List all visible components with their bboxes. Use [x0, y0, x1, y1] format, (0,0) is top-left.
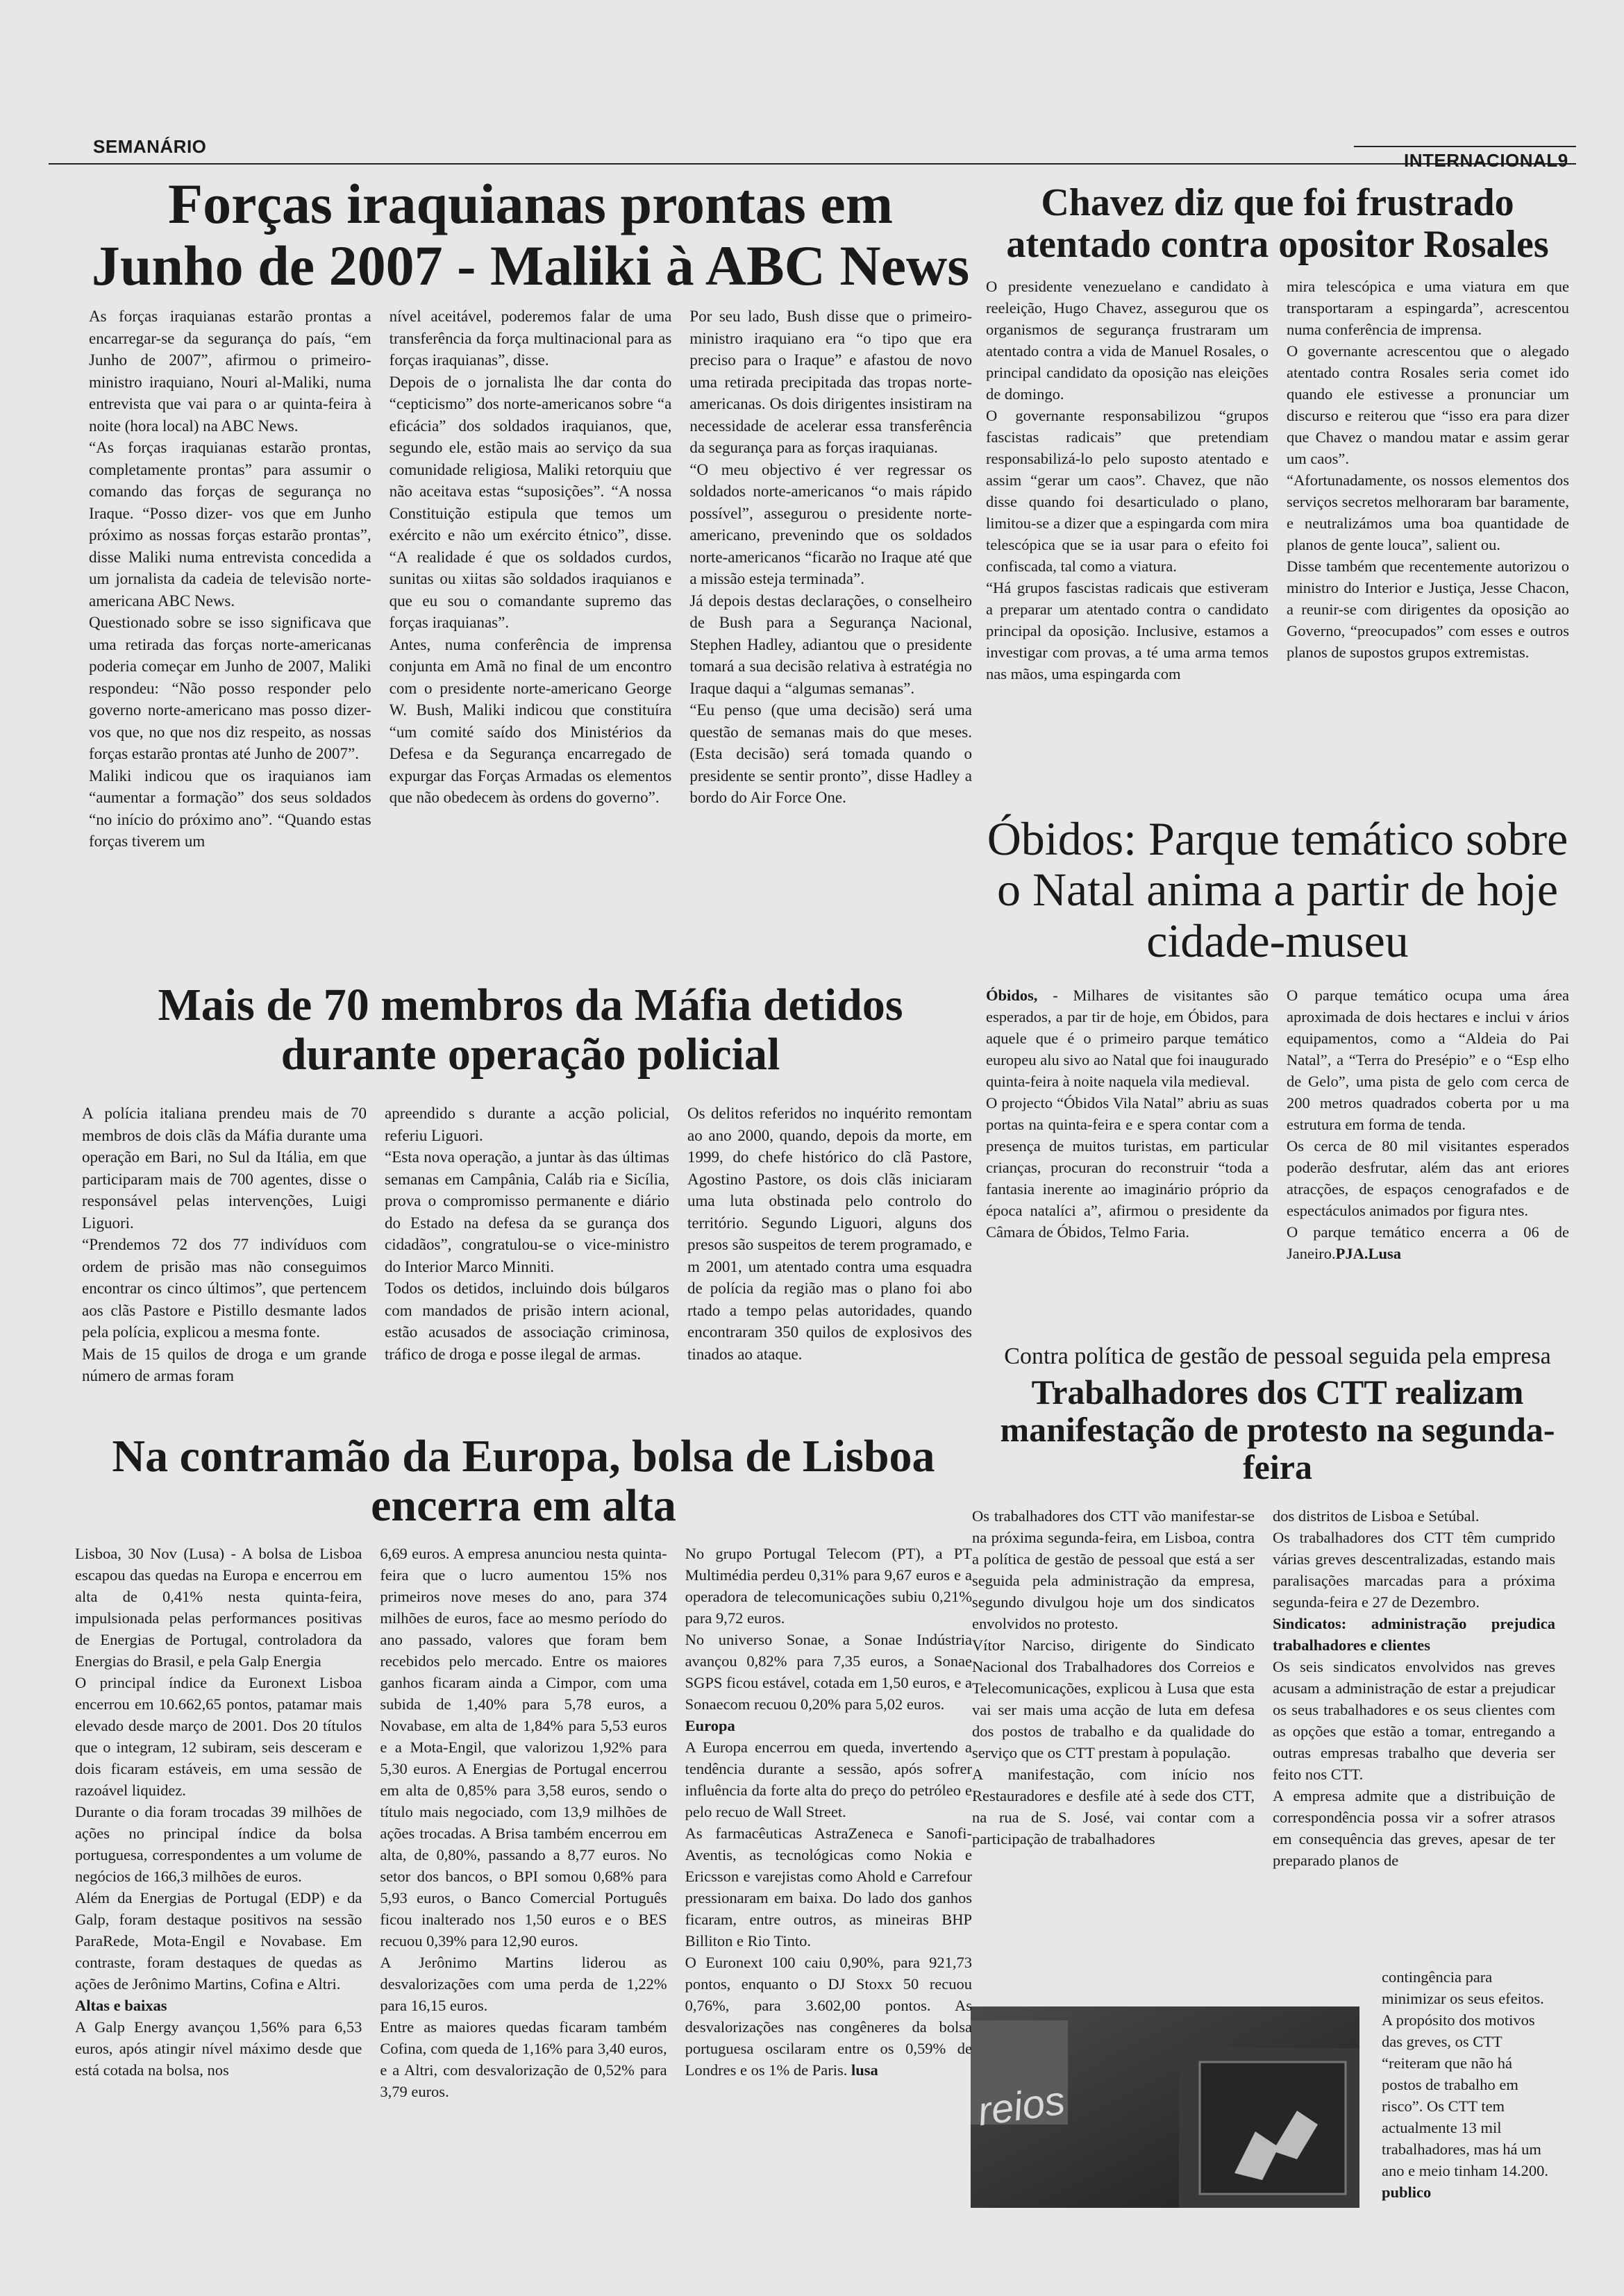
paragraph: “As forças iraquianas estarão prontas, completamente prontas” para assumir o comando das forças de segurança no Iraque. “Posso dizer- vos que em Junho próximo as nossas forças estarão prontas”, disse Maliki numa entrevista concedida a um jornalista da cadeia de televisão norte-americana ABC News. [89, 439, 371, 610]
paragraph: “Afortunadamente, os nossos elementos dos serviços secretos melhoraram bar baramente, e neutralizámos uma boa quantidade de planos de gente louca”, salient ou. [1287, 471, 1569, 553]
headline-bolsa: Na contramão da Europa, bolsa de Lisboa encerra em alta [112, 1431, 935, 1532]
iraque-col-3 [689, 305, 972, 979]
byline: publico [1382, 2184, 1432, 2201]
subhead: Sindicatos: administração prejudica trabalhadores e clientes [1273, 1615, 1555, 1654]
headline-chavez: Chavez diz que foi frustrado atentado contra opositor Rosales [1006, 181, 1549, 267]
article-chavez [986, 182, 1569, 266]
paragraph: Questionado sobre se isso significava que uma retirada das forças norte-americanas poderia começar em Junho de 2007, Maliki respondeu: “Não posso responder pelo governo norte-americano mas posso dizer-vos que, no que nos diz respeito, as nossas forças estarão prontas até Junho de 2007”. [89, 614, 371, 762]
paragraph [1287, 1221, 1569, 1264]
paragraph: A manifestação, com início nos Restauradores e desfile até à sede dos CTT, na rua de S. José, vai contar com a participação de trabalhadores [972, 1766, 1255, 1847]
headline-ctt: Trabalhadores dos CTT realizam manifestação de protesto na segunda-feira [1000, 1373, 1555, 1486]
paragraph: A Jerônimo Martins liderou as desvalorizações com uma perda de 1,22% para 16,15 euros. [380, 1954, 667, 2014]
headline-obidos: Óbidos: Parque temático sobre o Natal anima a partir de hoje cidade-museu [987, 812, 1568, 967]
paragraph: A empresa admite que a distribuição de correspondência possa vir a sofrer atrasos em consequência das greves, apesar de ter preparado planos de [1273, 1787, 1555, 1869]
paragraph-text: O Euronext 100 caiu 0,90%, para 921,73 pontos, enquanto o DJ Stoxx 50 recuou 0,76%, para 3.602,00 pontos. As desvalorizações nas congêneres da bolsa portuguesa oscilaram entre os 0,59% de Londres e os 1% de Paris. [685, 1954, 972, 2079]
paragraph: Os trabalhadores dos CTT vão manifestar-se na próxima segunda-feira, em Lisboa, contra a política de gestão de pessoal que está a ser seguida pela administração da empresa, segundo divulgou hoje um dos sindicatos envolvidos no protesto. [972, 1507, 1255, 1632]
paragraph: apreendido s durante a acção policial, referiu Liguori. [385, 1105, 669, 1144]
paragraph: contingência para minimizar os seus efeitos. [1382, 1968, 1544, 2007]
byline: PJA.Lusa [1335, 1245, 1402, 1262]
ctt-photo [971, 2006, 1359, 2208]
paragraph: Depois de o jornalista lhe dar conta do “cepticismo” dos norte-americanos sobre “a eficácia” dos soldados iraquianos, que, segundo ele, estão mais ao serviço da sua comunidade religiosa, Maliki retorquiu que não aceitava estas “suposições”. “A nossa Constituição estipula que temos um exército e não um exército étnico”, disse. “A realidade é que os soldados curdos, sunitas ou xiitas são soldados iraquianos e que eu sou o comandante supremo das forças iraquianas”. [389, 373, 672, 631]
paragraph-text: - Milhares de visitantes são esperados, a par tir de hoje, em Óbidos, para aquele que é o primeiro parque temático europeu alu sivo ao Natal que foi inaugurado quinta-feira à noite naquela vila medieval. [986, 987, 1269, 1090]
chavez-col-1 [986, 276, 1269, 810]
section-name: INTERNACIONAL [1404, 150, 1558, 171]
paragraph: O governante responsabilizou “grupos fascistas radicais” que pretendiam responsabilizá-lo pelo suposto atentado e assim “gerar um caos”. Chavez, que não disse quando foi desarticulado o plano, limitou-se a dizer que a espingarda com mira telescópica que se ia usar para o efeito foi confiscada, tal como a viatura. [986, 407, 1269, 575]
paragraph: “Há grupos fascistas radicais que estiveram a preparar um atentado contra o candidato principal da oposição. Inclusive, estamos a investigar com provas, a té uma arma temos nas mãos, uma espingarda com [986, 579, 1269, 682]
paragraph: O parque temático ocupa uma área aproximada de dois hectares e inclui v ários equipamentos, como a “Aldeia do Pai Natal”, a “Terra do Presépio” e o “Esp elho de Gelo”, uma pista de gelo com cerca de 200 metros quadrados coberta por u ma estrutura em forma de tenda. [1287, 987, 1569, 1133]
page-number: 9 [1557, 150, 1568, 171]
paragraph: “Esta nova operação, a juntar às das últimas semanas em Campânia, Caláb ria e Sicília, prova o compromisso permanente e diário do Estado na defesa da se gurança dos cidadãos”, congratulou-se o vice-ministro do Interior Marco Minniti. [385, 1148, 669, 1275]
chavez-col-2 [1287, 276, 1569, 810]
subhead: Altas e baixas [75, 1997, 167, 2014]
iraque-col-1 [89, 305, 371, 979]
bolsa-body [75, 1543, 972, 2244]
paragraph [685, 1952, 972, 2081]
ctt-col-1 [972, 1505, 1255, 1963]
paragraph: As forças iraquianas estarão prontas a encarregar-se da segurança do país, “em Junho de 2007”, afirmou o primeiro-ministro iraquiano, Nouri al-Maliki, numa entrevista que vai para o ar quinta-feira à noite (hora local) na ABC News. [89, 308, 371, 435]
paragraph [986, 984, 1269, 1092]
article-obidos [986, 814, 1569, 966]
paragraph: Vítor Narciso, dirigente do Sindicato Nacional dos Trabalhadores dos Correios e Telecomunicações, explicou à Lusa que esta vai ser mais uma acção de luta em defesa dos postos de trabalho e da qualidade do serviço que os CTT prestam à população. [972, 1636, 1255, 1761]
mafia-col-2 [385, 1103, 669, 1432]
paragraph: As farmacêuticas AstraZeneca e Sanofi-Aventis, as tecnológicas como Nokia e Ericsson e varejistas como Ahold e Carrefour pressionaram em baixa. Do lado dos ganhos ficaram, entre outros, as mineiras BHP Billiton e Rio Tinto. [685, 1825, 972, 1950]
paragraph: Os seis sindicatos envolvidos nas greves acusam a administração de estar a prejudicar os seus trabalhadores e os seus clientes com as opções que estão a tomar, entregando a outras empresas trabalho que deveria ser feito nos CTT. [1273, 1658, 1555, 1783]
paragraph: Disse também que recentemente autorizou o ministro do Interior e Justiça, Jesse Chacon, a reunir-se com dirigentes da oposição ao Governo, “preocupados” com esses e outros planos de supostos grupos extremistas. [1287, 558, 1569, 661]
bolsa-col-3 [685, 1543, 972, 2244]
section-label-left: SEMANÁRIO [93, 136, 207, 157]
paragraph: A polícia italiana prendeu mais de 70 membros de dois clãs da Máfia durante uma operação em Bari, no Sul da Itália, em que participaram mais de 700 agentes, disse o responsável pelas intervenções, Luigi Liguori. [82, 1105, 367, 1232]
paragraph: Além da Energias de Portugal (EDP) e da Galp, foram destaque positivos na sessão ParaRede, Mota-Engil e Novabase. Em contraste, foram destaques de quedas as ações de Jerônimo Martins, Cofina e Altri. [75, 1889, 362, 1993]
kicker-ctt: Contra política de gestão de pessoal seguida pela empresa [1004, 1343, 1551, 1369]
bolsa-col-2 [380, 1543, 667, 2244]
ctt-photo-sign: reios [975, 2077, 1068, 2135]
obidos-col-2 [1287, 984, 1569, 1332]
ctt-body [972, 1505, 1555, 1963]
paragraph [1382, 2009, 1555, 2203]
header-rule [49, 163, 1576, 165]
paragraph: “Eu penso (que uma decisão) será uma questão de semanas mais do que meses. (Esta decisão) será tomada quando o presidente se sentir pronto”, disse Hadley a bordo do Air Force One. [689, 701, 973, 806]
paragraph-text: A propósito dos motivos das greves, os CTT “reiteram que não há postos de trabalho em risco”. Os CTT tem actualmente 13 mil trabalhadores, mas há um ano e meio tinham 14.200. [1382, 2011, 1548, 2179]
paragraph: dos distritos de Lisboa e Setúbal. [1273, 1507, 1480, 1525]
mafia-body [82, 1103, 972, 1432]
paragraph: O governante acrescentou que o alegado atentado contra Rosales seria comet ido quando ele estivesse a pronunciar um discurso e reiterou que “isso era para dizer que Chavez o mandou matar e assim gerar um caos”. [1287, 342, 1569, 467]
ctt-col-3 [1382, 1966, 1555, 2258]
article-iraque [89, 174, 972, 296]
paragraph-text: O parque temático encerra a 06 de Janeiro. [1287, 1223, 1569, 1262]
paragraph: O presidente venezuelano e candidato à reeleição, Hugo Chavez, assegurou que os organismos de segurança frustraram um atentado contra a vida de Manuel Rosales, o principal candidato da oposição nas eleições de domingo. [986, 278, 1269, 403]
paragraph: Entre as maiores quedas ficaram também Cofina, com queda de 1,16% para 3,40 euros, e a Altri, com desvalorização de 0,52% para 3,79 euros. [380, 2018, 667, 2100]
iraque-body [89, 305, 972, 979]
dateline: Óbidos, [986, 987, 1038, 1004]
paragraph: No universo Sonae, a Sonae Indústria avançou 0,82% para 7,35 euros, a Sonae SGPS ficou estável, cotada em 1,50 euros, e a Sonaecom recuou 0,20% para 5,02 euros. [685, 1631, 972, 1713]
paragraph: “O meu objectivo é ver regressar os soldados norte-americanos “o mais rápido possível”, assegurou o presidente norte-americano, prevenindo que os soldados norte-americanos “ficarão no Iraque até que a missão esteja terminada”. [689, 460, 973, 587]
paragraph: “Prendemos 72 dos 77 indivíduos com ordem de prisão mas não conseguimos encontrar os cinco últimos”, que pertencem aos clãs Pastore e Pistillo desmante lados pela polícia, explicou a mesma fonte. [82, 1236, 367, 1341]
paragraph: 6,69 euros. A empresa anunciou nesta quinta-feira que o lucro aumentou 15% nos primeiros nove meses do ano, para 374 milhões de euros, face ao mesmo período do ano passado, valores que foram bem recebidos pelo mercado. Entre os maiores ganhos ficaram ainda a Cimpor, com uma subida de 1,40% para 5,78 euros, a Novabase, em alta de 1,84% para 5,53 euros e a Mota-Engil, que valorizou 1,92% para 5,30 euros. A Energias de Portugal encerrou em alta de 0,85% para 3,58 euros, sendo o título mais negociado, com 13,9 milhões de ações trocadas. A Brisa também encerrou em alta, de 0,80%, passando a 8,77 euros. No setor dos bancos, o BPI somou 0,68% para 5,93 euros, o Banco Comercial Português ficou inalterado nos 1,50 euros e o BES recuou 0,39% para 12,90 euros. [380, 1545, 667, 1950]
paragraph: Os cerca de 80 mil visitantes esperados poderão desfrutar, além das ant eriores atracções, de espaços cenografados e de espectáculos animados por figura ntes. [1287, 1137, 1569, 1219]
paragraph: Maliki indicou que os iraquianos iam “aumentar a formação” dos seus soldados “no início do próximo ano”. “Quando estas forças tiverem um [89, 766, 371, 850]
paragraph: Durante o dia foram trocadas 39 milhões de ações no principal índice da bolsa portuguesa, correspondentes a um volume de negócios de 166,3 milhões de euros. [75, 1803, 362, 1885]
paragraph: Mais de 15 quilos de droga e um grande número de armas foram [82, 1345, 367, 1384]
paragraph: A Europa encerrou em queda, invertendo a tendência durante a sessão, após sofrer influência da forte alta do preço do petróleo e pelo recuo de Wall Street. [685, 1738, 972, 1820]
ctt-col-2 [1273, 1505, 1555, 1963]
subhead: Europa [685, 1717, 735, 1734]
article-ctt [972, 1373, 1583, 1486]
paragraph: A Galp Energy avançou 1,56% para 6,53 euros, após atingir nível máximo desde que está cotada na bolsa, nos [75, 2018, 362, 2079]
bolsa-col-1 [75, 1543, 362, 2244]
article-mafia [89, 980, 972, 1080]
paragraph: Antes, numa conferência de imprensa conjunta em Amã no final de um encontro com o presidente norte-americano George W. Bush, Maliki indicou que constituíra “um comité saído dos Ministérios da Defesa e da Segurança encarregado de expurgar das Forças Armadas os elementos que não obedecem às ordens do governo”. [389, 635, 672, 806]
byline: lusa [851, 2061, 878, 2079]
paragraph: Os delitos referidos no inquérito remontam ao ano 2000, quando, depois da morte, em 1999, do chefe histórico do clã Pastore, Agostino Pastore, os dois clãs iniciaram uma luta obstinada pelo controlo do território. Segundo Liguori, alguns dos presos são suspeitos de terem programado, e m 2001, um atentado contra uma esquadra de polícia da região mas o plano foi abo rtado a tempo pelas autoridades, quando encontraram 350 quilos de explosivos des tinados ao ataque. [687, 1105, 972, 1363]
paragraph: Todos os detidos, incluindo dois búlgaros com mandados de prisão intern acional, estão acusados de associação criminosa, tráfico de droga e posse ilegal de armas. [385, 1280, 669, 1363]
obidos-col-1 [986, 984, 1269, 1332]
mafia-col-3 [687, 1103, 972, 1432]
paragraph: Já depois destas declarações, o conselheiro de Bush para a Segurança Nacional, Stephen Hadley, adiantou que o presidente tomará a sua decisão relativa à estratégia no Iraque daqui a “algumas semanas”. [689, 592, 973, 697]
paragraph: O projecto “Óbidos Vila Natal” abriu as suas portas na quinta-feira e e spera contar com a presença de muitos turistas, em particular crianças, procuran do reconstruir “toda a fantasia inerente ao imaginário próprio da época natalíci a”, afirmou o presidente da Câmara de Óbidos, Telmo Faria. [986, 1094, 1269, 1241]
iraque-col-2 [390, 305, 672, 979]
paragraph: Por seu lado, Bush disse que o primeiro-ministro iraquiano era “o tipo que era preciso para o Iraque” e afastou de novo uma retirada precipitada das tropas norte-americanas. Os dois dirigentes insistiram na necessidade de acelerar essa transferência da segurança para as forças iraquianas. [689, 308, 973, 456]
section-label-right [1404, 150, 1568, 171]
mafia-col-1 [82, 1103, 367, 1432]
paragraph: mira telescópica e uma viatura em que transportaram a espingarda”, acrescentou numa conferência de imprensa. [1287, 278, 1569, 338]
paragraph: nível aceitável, poderemos falar de uma transferência da força multinacional para as forças iraquianas”, disse. [389, 308, 672, 369]
header-rule-right [1354, 146, 1576, 147]
paragraph: O principal índice da Euronext Lisboa encerrou em 10.662,65 pontos, patamar mais elevado desde março de 2001. Dos 20 títulos que o integram, 12 subiram, seis desceram e dois ficaram estáveis, em uma sessão de razoável liquidez. [75, 1674, 362, 1799]
obidos-body [986, 984, 1569, 1332]
chavez-body [986, 276, 1569, 810]
paragraph: No grupo Portugal Telecom (PT), a PT Multimédia perdeu 0,31% para 9,67 euros e a operadora de telecomunicações subiu 0,21% para 9,72 euros. [685, 1545, 972, 1627]
article-bolsa [75, 1432, 972, 1531]
headline-iraque: Forças iraquianas prontas em Junho de 2007 - Maliki à ABC News [91, 172, 970, 297]
paragraph: Lisboa, 30 Nov (Lusa) - A bolsa de Lisboa escapou das quedas na Europa e encerrou em alta de 0,41% nesta quinta-feira, impulsionada pelas performances positivas de Energias de Portugal, controladora da Energias do Brasil, e pela Galp Energia [75, 1545, 362, 1670]
paragraph: Os trabalhadores dos CTT têm cumprido várias greves descentralizadas, estando mais paralisações marcadas para a próxima segunda-feira e 27 de Dezembro. [1273, 1529, 1555, 1611]
headline-mafia: Mais de 70 membros da Máfia detidos durante operação policial [158, 980, 903, 1080]
